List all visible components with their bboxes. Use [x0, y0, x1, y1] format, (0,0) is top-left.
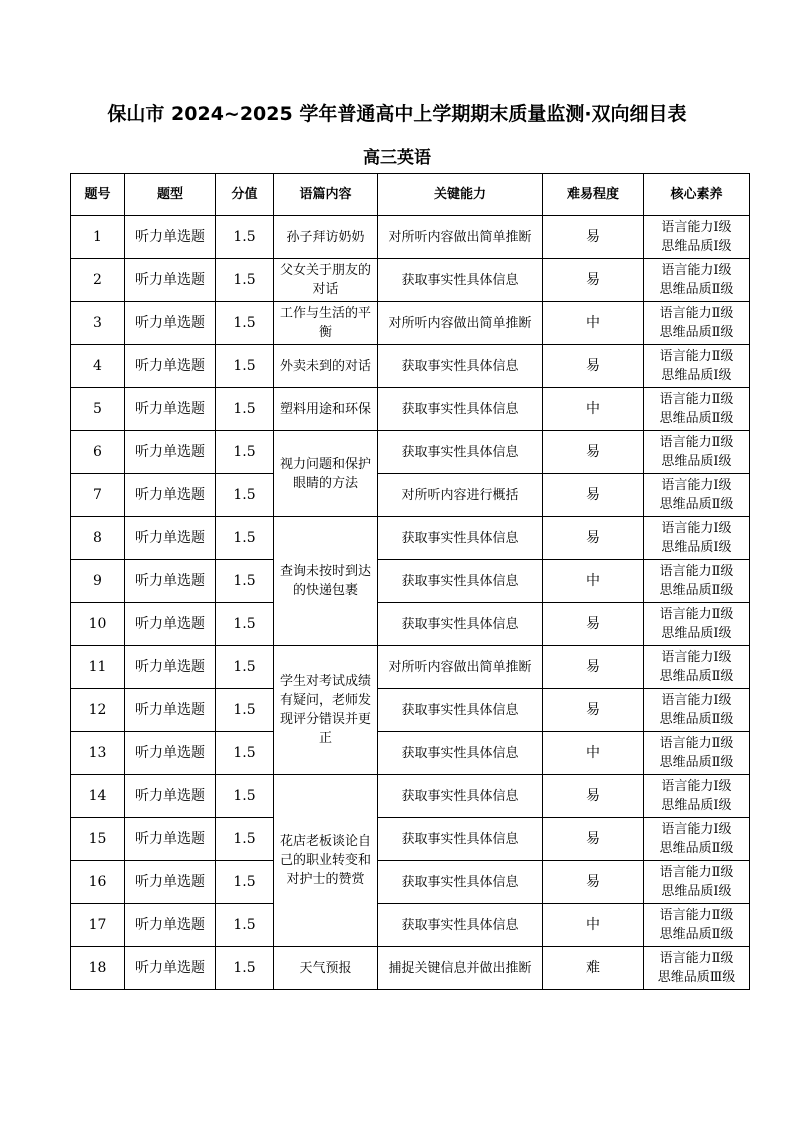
spec-table: [70, 173, 750, 990]
table-row: [71, 775, 750, 818]
key-ability: 获取事实性具体信息: [378, 388, 543, 431]
literacy-language-level: 语言能力Ⅰ级: [661, 779, 732, 794]
core-literacy: [644, 646, 750, 689]
difficulty-level: 易: [543, 517, 644, 560]
core-literacy: [644, 947, 750, 990]
literacy-language-level: 语言能力Ⅱ级: [659, 435, 734, 450]
question-score: 1.5: [216, 302, 274, 345]
literacy-language-level: 语言能力Ⅰ级: [661, 650, 732, 665]
question-type: 听力单选题: [125, 345, 216, 388]
literacy-thinking-level: 思维品质Ⅰ级: [661, 239, 732, 254]
question-score: 1.5: [216, 345, 274, 388]
question-score: 1.5: [216, 646, 274, 689]
header-cell: 关键能力: [378, 174, 543, 216]
question-number: 17: [71, 904, 125, 947]
core-literacy: [644, 861, 750, 904]
literacy-language-level: 语言能力Ⅰ级: [661, 822, 732, 837]
table-row: [71, 904, 750, 947]
question-number: 5: [71, 388, 125, 431]
table-row: [71, 517, 750, 560]
question-number: 14: [71, 775, 125, 818]
passage-content: 塑料用途和环保: [274, 388, 378, 431]
literacy-thinking-level: 思维品质Ⅲ级: [657, 970, 736, 985]
key-ability: 对所听内容做出简单推断: [378, 302, 543, 345]
table-row: [71, 947, 750, 990]
question-score: 1.5: [216, 259, 274, 302]
header-cell: 难易程度: [543, 174, 644, 216]
question-number: 1: [71, 216, 125, 259]
table-row: [71, 431, 750, 474]
question-score: 1.5: [216, 861, 274, 904]
document-title: 保山市 2024~2025 学年普通高中上学期期末质量监测·双向细目表: [107, 103, 687, 125]
table-row: [71, 302, 750, 345]
passage-content: 视力问题和保护眼睛的方法: [274, 431, 378, 517]
difficulty-level: 中: [543, 560, 644, 603]
passage-content: 查询未按时到达的快递包裹: [274, 517, 378, 646]
table-row: [71, 861, 750, 904]
question-score: 1.5: [216, 689, 274, 732]
header-cell: 核心素养: [644, 174, 750, 216]
table-body: [71, 216, 750, 990]
key-ability: 获取事实性具体信息: [378, 818, 543, 861]
literacy-language-level: 语言能力Ⅱ级: [659, 908, 734, 923]
literacy-language-level: 语言能力Ⅱ级: [659, 564, 734, 579]
question-score: 1.5: [216, 431, 274, 474]
literacy-language-level: 语言能力Ⅱ级: [659, 306, 734, 321]
document-subtitle: 高三英语: [363, 148, 431, 168]
core-literacy: [644, 775, 750, 818]
difficulty-level: 易: [543, 216, 644, 259]
question-number: 13: [71, 732, 125, 775]
literacy-language-level: 语言能力Ⅰ级: [661, 478, 732, 493]
question-score: 1.5: [216, 216, 274, 259]
header-cell: 题号: [71, 174, 125, 216]
question-number: 8: [71, 517, 125, 560]
core-literacy: [644, 474, 750, 517]
core-literacy: [644, 345, 750, 388]
key-ability: 获取事实性具体信息: [378, 603, 543, 646]
difficulty-level: 易: [543, 775, 644, 818]
question-type: 听力单选题: [125, 861, 216, 904]
literacy-thinking-level: 思维品质Ⅱ级: [659, 669, 734, 684]
question-score: 1.5: [216, 560, 274, 603]
passage-content: 孙子拜访奶奶: [274, 216, 378, 259]
question-score: 1.5: [216, 818, 274, 861]
question-number: 12: [71, 689, 125, 732]
difficulty-level: 易: [543, 259, 644, 302]
literacy-thinking-level: 思维品质Ⅱ级: [659, 325, 734, 340]
key-ability: 获取事实性具体信息: [378, 259, 543, 302]
literacy-language-level: 语言能力Ⅱ级: [659, 392, 734, 407]
literacy-thinking-level: 思维品质Ⅰ级: [661, 540, 732, 555]
key-ability: 捕捉关键信息并做出推断: [378, 947, 543, 990]
table-row: [71, 388, 750, 431]
core-literacy: [644, 689, 750, 732]
question-type: 听力单选题: [125, 904, 216, 947]
question-type: 听力单选题: [125, 474, 216, 517]
core-literacy: [644, 517, 750, 560]
question-type: 听力单选题: [125, 560, 216, 603]
table-row: [71, 259, 750, 302]
key-ability: 获取事实性具体信息: [378, 689, 543, 732]
difficulty-level: 易: [543, 603, 644, 646]
key-ability: 获取事实性具体信息: [378, 517, 543, 560]
table-row: [71, 345, 750, 388]
table-row: [71, 646, 750, 689]
passage-content: 工作与生活的平衡: [274, 302, 378, 345]
literacy-language-level: 语言能力Ⅱ级: [659, 736, 734, 751]
table-row: [71, 603, 750, 646]
table-row: [71, 689, 750, 732]
core-literacy: [644, 216, 750, 259]
passage-content: 父女关于朋友的对话: [274, 259, 378, 302]
literacy-thinking-level: 思维品质Ⅱ级: [659, 583, 734, 598]
literacy-thinking-level: 思维品质Ⅰ级: [661, 368, 732, 383]
core-literacy: [644, 732, 750, 775]
literacy-thinking-level: 思维品质Ⅱ级: [659, 497, 734, 512]
core-literacy: [644, 259, 750, 302]
table-row: [71, 474, 750, 517]
question-type: 听力单选题: [125, 216, 216, 259]
table-header-row: [71, 174, 750, 216]
table-row: [71, 732, 750, 775]
header-cell: 分值: [216, 174, 274, 216]
key-ability: 对所听内容做出简单推断: [378, 216, 543, 259]
passage-content: 外卖未到的对话: [274, 345, 378, 388]
literacy-thinking-level: 思维品质Ⅰ级: [661, 626, 732, 641]
question-score: 1.5: [216, 388, 274, 431]
literacy-thinking-level: 思维品质Ⅱ级: [659, 712, 734, 727]
question-type: 听力单选题: [125, 517, 216, 560]
key-ability: 对所听内容做出简单推断: [378, 646, 543, 689]
question-type: 听力单选题: [125, 775, 216, 818]
literacy-thinking-level: 思维品质Ⅱ级: [659, 755, 734, 770]
question-type: 听力单选题: [125, 947, 216, 990]
question-number: 11: [71, 646, 125, 689]
question-type: 听力单选题: [125, 689, 216, 732]
question-score: 1.5: [216, 603, 274, 646]
passage-content: 天气预报: [274, 947, 378, 990]
literacy-thinking-level: 思维品质Ⅰ级: [661, 798, 732, 813]
literacy-thinking-level: 思维品质Ⅱ级: [659, 282, 734, 297]
literacy-language-level: 语言能力Ⅱ级: [659, 607, 734, 622]
literacy-language-level: 语言能力Ⅰ级: [661, 220, 732, 235]
core-literacy: [644, 302, 750, 345]
core-literacy: [644, 560, 750, 603]
key-ability: 获取事实性具体信息: [378, 560, 543, 603]
key-ability: 获取事实性具体信息: [378, 732, 543, 775]
key-ability: 对所听内容进行概括: [378, 474, 543, 517]
core-literacy: [644, 431, 750, 474]
literacy-language-level: 语言能力Ⅱ级: [659, 865, 734, 880]
literacy-language-level: 语言能力Ⅰ级: [661, 693, 732, 708]
question-number: 7: [71, 474, 125, 517]
difficulty-level: 易: [543, 646, 644, 689]
table-row: [71, 216, 750, 259]
header-cell: 题型: [125, 174, 216, 216]
question-score: 1.5: [216, 517, 274, 560]
question-number: 10: [71, 603, 125, 646]
question-type: 听力单选题: [125, 302, 216, 345]
literacy-thinking-level: 思维品质Ⅱ级: [659, 411, 734, 426]
difficulty-level: 易: [543, 345, 644, 388]
question-type: 听力单选题: [125, 646, 216, 689]
question-type: 听力单选题: [125, 388, 216, 431]
difficulty-level: 易: [543, 689, 644, 732]
key-ability: 获取事实性具体信息: [378, 775, 543, 818]
passage-content: 学生对考试成绩有疑问，老师发现评分错误并更正: [274, 646, 378, 775]
question-score: 1.5: [216, 947, 274, 990]
question-type: 听力单选题: [125, 259, 216, 302]
literacy-thinking-level: 思维品质Ⅱ级: [659, 927, 734, 942]
question-score: 1.5: [216, 904, 274, 947]
core-literacy: [644, 818, 750, 861]
question-number: 18: [71, 947, 125, 990]
core-literacy: [644, 388, 750, 431]
question-type: 听力单选题: [125, 431, 216, 474]
core-literacy: [644, 603, 750, 646]
question-type: 听力单选题: [125, 732, 216, 775]
question-type: 听力单选题: [125, 603, 216, 646]
difficulty-level: 易: [543, 431, 644, 474]
literacy-language-level: 语言能力Ⅰ级: [661, 521, 732, 536]
literacy-language-level: 语言能力Ⅰ级: [661, 263, 732, 278]
key-ability: 获取事实性具体信息: [378, 431, 543, 474]
difficulty-level: 易: [543, 474, 644, 517]
key-ability: 获取事实性具体信息: [378, 861, 543, 904]
question-number: 9: [71, 560, 125, 603]
passage-content: 花店老板谈论自己的职业转变和对护士的赞赏: [274, 775, 378, 947]
question-score: 1.5: [216, 775, 274, 818]
question-score: 1.5: [216, 474, 274, 517]
question-score: 1.5: [216, 732, 274, 775]
difficulty-level: 中: [543, 904, 644, 947]
literacy-language-level: 语言能力Ⅱ级: [659, 951, 734, 966]
literacy-language-level: 语言能力Ⅱ级: [659, 349, 734, 364]
question-number: 15: [71, 818, 125, 861]
question-number: 16: [71, 861, 125, 904]
question-number: 2: [71, 259, 125, 302]
core-literacy: [644, 904, 750, 947]
question-type: 听力单选题: [125, 818, 216, 861]
table-row: [71, 560, 750, 603]
literacy-thinking-level: 思维品质Ⅱ级: [659, 841, 734, 856]
difficulty-level: 难: [543, 947, 644, 990]
header-cell: 语篇内容: [274, 174, 378, 216]
difficulty-level: 中: [543, 388, 644, 431]
difficulty-level: 易: [543, 861, 644, 904]
key-ability: 获取事实性具体信息: [378, 904, 543, 947]
key-ability: 获取事实性具体信息: [378, 345, 543, 388]
table-row: [71, 818, 750, 861]
literacy-thinking-level: 思维品质Ⅰ级: [661, 884, 732, 899]
question-number: 6: [71, 431, 125, 474]
difficulty-level: 中: [543, 302, 644, 345]
question-number: 3: [71, 302, 125, 345]
literacy-thinking-level: 思维品质Ⅰ级: [661, 454, 732, 469]
question-number: 4: [71, 345, 125, 388]
difficulty-level: 易: [543, 818, 644, 861]
difficulty-level: 中: [543, 732, 644, 775]
